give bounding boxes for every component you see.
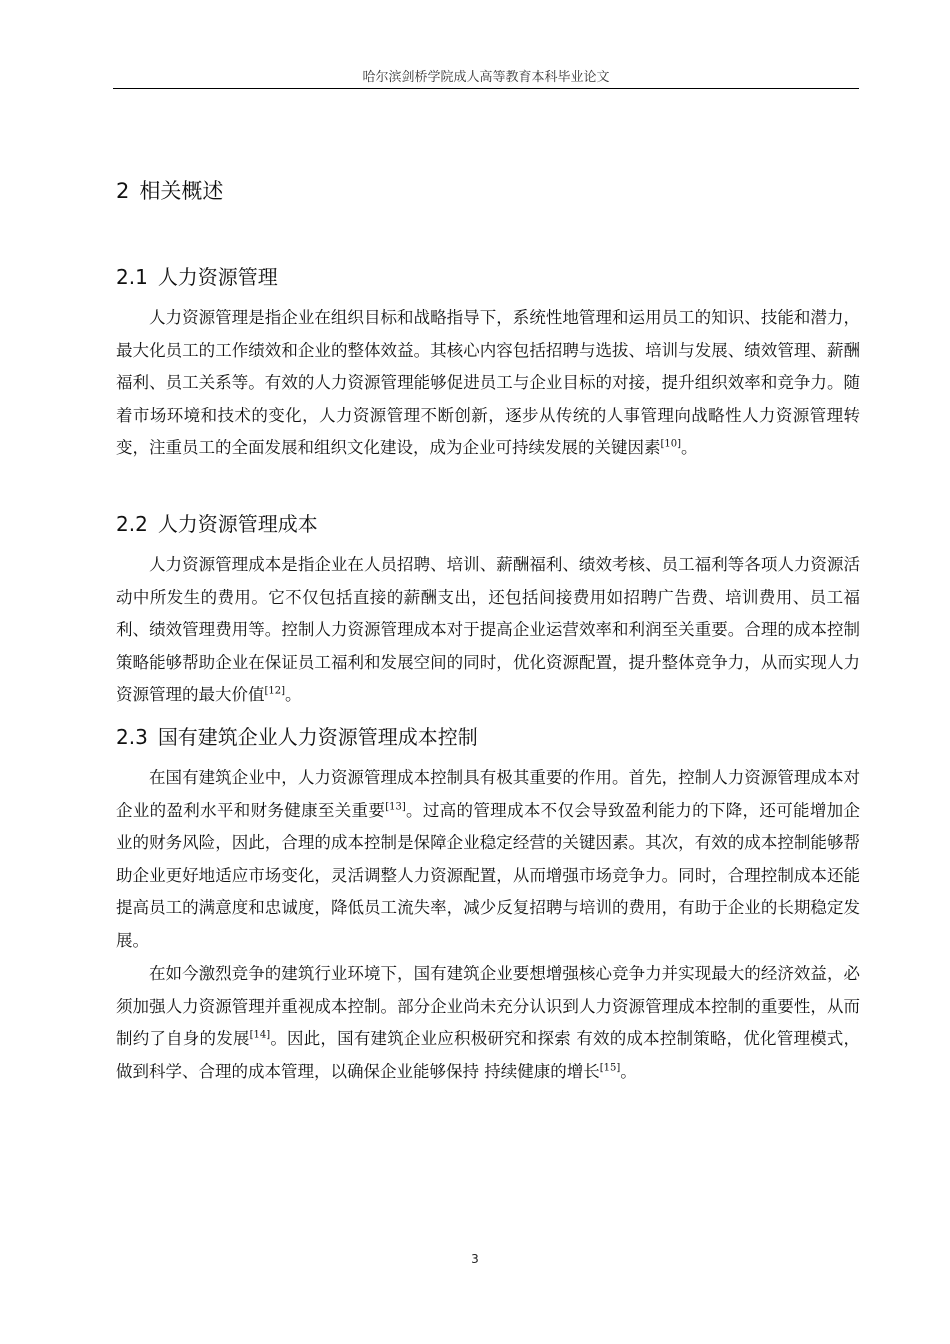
section-heading-2-2 [116, 508, 318, 537]
section-heading-2-3 [116, 721, 478, 750]
paragraph-cost-control-importance [116, 762, 860, 957]
section-title: 人力资源管理成本 [157, 512, 318, 536]
running-header: 哈尔滨剑桥学院成人高等教育本科毕业论文 [362, 70, 610, 85]
section-number: 2.3 [116, 725, 148, 749]
citation-ref: [12] [264, 685, 286, 697]
citation-ref: [10] [660, 438, 682, 450]
chapter-heading [116, 175, 223, 205]
paragraph-tail: 。 [681, 438, 698, 457]
paragraph-text-continued: 。因此，国有建筑企业应积极研究和探索 有效的成本控制策略，优化管理模式，做到科学、合理的成本管理，以确保企业能够保持 持续健康的增长 [116, 1029, 861, 1081]
section-number: 2.2 [116, 512, 148, 536]
header-rule [113, 88, 859, 89]
paragraph-tail: 。 [285, 685, 302, 704]
citation-ref: [13] [385, 801, 406, 812]
chapter-title: 相关概述 [139, 179, 224, 203]
citation-ref-2: [15] [599, 1062, 621, 1073]
paragraph-text: 人力资源管理成本是指企业在人员招聘、培训、薪酬福利、绩效考核、员工福利等各项人力资源活动中所发生的费用。它不仅包括直接的薪酬支出，还包括间接费用如招聘广告费、培训费用、员工福利、绩效管理费用等。控制人力资源管理成本对于提高企业运营效率和利润至关重要。合理的成本控制策略能够帮助企业在保证员工福利和发展空间的同时，优化资源配置，提升整体竞争力，从而实现人力资源管理的最大价值 [116, 555, 860, 704]
section-number: 2.1 [116, 265, 148, 289]
paragraph-text: 在国有建筑企业中，人力资源管理成本控制具有极其重要的作用。首先，控制人力资源管理成本对企业的盈利水平和财务健康至关重要 [116, 768, 860, 820]
paragraph-text: 在如今激烈竞争的建筑行业环境下，国有建筑企业要想增强核心竞争力并实现最大的经济效益，必须加强人力资源管理并重视成本控制。部分企业尚未充分认识到人力资源管理成本控制的重要性，从而制约了自身的发展 [116, 964, 860, 1048]
page-number: 3 [471, 1252, 479, 1266]
paragraph-competitive-environment [116, 958, 860, 1088]
citation-ref: [14] [249, 1029, 271, 1041]
paragraph-text-continued: 。过高的管理成本不仅会导致盈利能力的下降，还可能增加企业的财务风险，因此，合理的成本控制是保障企业稳定经营的关键因素。其次，有效的成本控制能够帮助企业更好地适应市场变化，灵活调整人力资源配置，从而增强市场竞争力。同时，合理控制成本还能提高员工的满意度和忠诚度，降低员工流失率，减少反复招聘与培训的费用，有助于企业的长期稳定发展。 [116, 800, 861, 950]
section-title: 国有建筑企业人力资源管理成本控制 [157, 725, 478, 749]
section-heading-2-1 [116, 261, 278, 290]
chapter-number: 2 [116, 179, 130, 203]
section-title: 人力资源管理 [157, 265, 278, 289]
paragraph-hrm-cost [116, 549, 860, 712]
paragraph-text: 人力资源管理是指企业在组织目标和战略指导下，系统性地管理和运用员工的知识、技能和潜力，最大化员工的工作绩效和企业的整体效益。其核心内容包括招聘与选拔、培训与发展、绩效管理、薪酬福利、员工关系等。有效的人力资源管理能够促进员工与企业目标的对接，提升组织效率和竞争力。随着市场环境和技术的变化，人力资源管理不断创新，逐步从传统的人事管理向战略性人力资源管理转变，注重员工的全面发展和组织文化建设，成为企业可持续发展的关键因素 [116, 308, 860, 457]
paragraph-tail: 。 [620, 1061, 637, 1081]
paragraph-hrm-definition [116, 302, 860, 465]
